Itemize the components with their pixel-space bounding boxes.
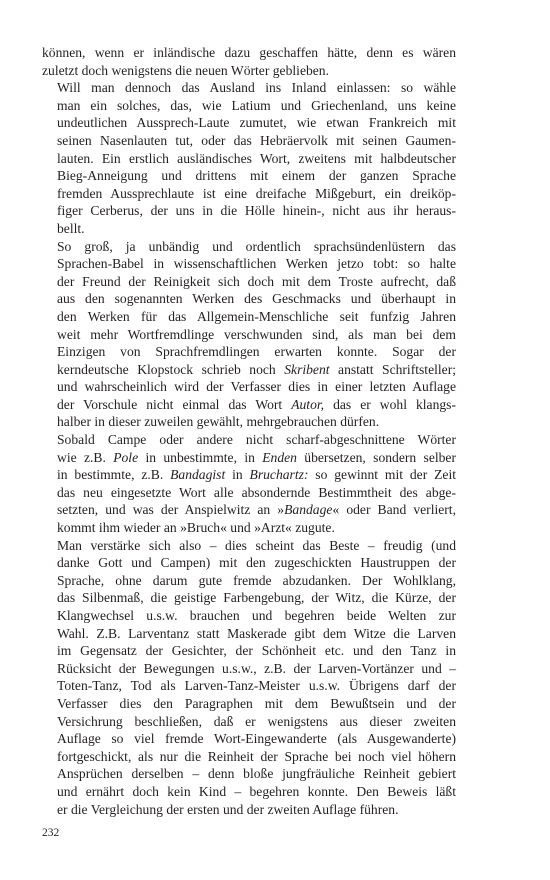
emphasis: Pole [113, 449, 139, 465]
text-line: aus den sogenannten Werken des Geschmacks und überhaupt in [57, 291, 456, 307]
text-line: er die Vergleichung der ersten und der zweiten Auflage führen. [57, 801, 399, 817]
text-line: kommt ihm wieder an »Bruch« und »Arzt« zugute. [57, 520, 335, 536]
text-line: und ernährt doch kein Kind – begehren konnte. Den Beweis läßt [57, 783, 456, 799]
text-line: wie z.B. Pole in unbestimmte, in Enden übersetzen, sondern selber [57, 449, 456, 465]
paragraph [42, 44, 456, 79]
emphasis: Bruchartz: [249, 467, 309, 483]
paragraph [42, 537, 456, 819]
emphasis: Skribent [284, 361, 330, 377]
text-line: fortgeschickt, als nur die Reinheit der Sprache bei noch viel höhern [57, 748, 456, 764]
text-line: undeutlichen Aussprech-Laute zumutet, wie etwan Frankreich mit [57, 115, 456, 131]
emphasis: Bandagist [170, 467, 226, 483]
page-number: 232 [42, 827, 60, 839]
text-line: Man verstärke sich also – dies scheint das Beste – freudig (und [57, 537, 456, 553]
text-line: und wahrscheinlich wird der Verfasser dies in einer letzten Auflage [57, 379, 456, 395]
text-line: danke Gott und Campen) mit den zugeschickten Haustruppen der [57, 555, 456, 571]
text-line: halber in dieser zuweilen gewählt, mehrgebrauchen dürfen. [57, 414, 380, 430]
text-line: Versichrung beschließen, daß er wenigstens aus dieser zweiten [57, 713, 456, 729]
text-line: seinen Nasenlauten tut, oder das Hebräervolk mit seinen Gaumen- [57, 132, 456, 148]
text-line: Sobald Campe oder andere nicht scharf-abgeschnittene Wörter [57, 432, 456, 448]
text-line: Toten-Tanz, Tod als Larven-Tanz-Meister u.s.w. Übrigens darf der [57, 678, 456, 694]
text-line: können, wenn er inländische dazu geschaffen hätte, denn es wären [42, 45, 456, 60]
text-line: kerndeutsche Klopstock schrieb noch Skribent anstatt Schriftsteller; [57, 361, 456, 377]
paragraph [42, 79, 456, 237]
text-line: zuletzt doch wenigstens die neuen Wörter geblieben. [42, 62, 330, 78]
text-line: Auflage so viel fremde Wort-Eingewanderte (als Ausgewanderte) [57, 731, 456, 747]
emphasis: Enden [262, 449, 297, 465]
text-line: Rücksicht der Bewegungen u.s.w., z.B. der Larven-Vortänzer und – [57, 660, 456, 676]
text-line: Klangwechsel u.s.w. brauchen und begehren beide Welten zur [57, 608, 456, 623]
text-line: der Vorschule nicht einmal das Wort Autor, das er wohl klangs- [57, 396, 456, 412]
text-line: den Werken für das Allgemein-Menschliche seit funfzig Jahren [57, 308, 456, 324]
text-line: fremden Aussprechlaute ist eine dreifache Mißgeburt, ein dreiköp- [57, 185, 456, 201]
text-line: Will man dennoch das Ausland ins Inland einlassen: so wähle [57, 80, 456, 96]
text-line: figer Cerberus, der uns in die Hölle hinein-, nicht aus ihr heraus- [57, 203, 456, 219]
text-line: bellt. [57, 220, 85, 236]
text-line: Bieg-Anneigung und drittens mit einem der ganzen Sprache [57, 168, 456, 184]
text-line: das neu eingesetzte Wort alle absondernde Bestimmtheit des abge- [57, 484, 456, 500]
text-line: Ansprüchen derselben – denn bloße jungfräuliche Reinheit gebiert [57, 766, 456, 782]
text-line: das Silbenmaß, die geistige Farbengebung, der Witz, die Kürze, der [57, 590, 456, 606]
text-line: Wahl. Z.B. Larventanz statt Maskerade gibt dem Witze die Larven [57, 625, 456, 641]
emphasis: Autor, [291, 396, 325, 412]
text-line: im Gegensatz der Gesichter, der Schönheit etc. und den Tanz in [57, 643, 456, 659]
text-line: weit mehr Wortfremdlinge verschwunden sind, als man bei dem [57, 326, 456, 342]
text-line: in bestimmte, z.B. Bandagist in Bruchartz: so gewinnt mit der Zeit [57, 467, 456, 483]
body-text [42, 44, 456, 818]
text-line: lauten. Ein erstlich ausländisches Wort, zweitens mit halbdeutscher [57, 150, 456, 166]
emphasis: Bandage [284, 502, 333, 518]
text-line: der Freund der Reinigkeit sich doch mit dem Troste aufrecht, daß [57, 273, 456, 289]
text-line: Einzigen von Sprachfremdlingen erwarten konnte. Sogar der [57, 344, 456, 360]
text-line: man ein solches, das, wie Latium und Griechenland, uns keine [57, 97, 456, 113]
text-line: setzten, und was der Anspielwitz an »Bandage« oder Band verliert, [57, 502, 456, 518]
text-line: Sprachen-Babel in wissenschaftlichen Werken jetzo tobt: so halte [57, 256, 456, 272]
text-line: Verfasser dies den Paragraphen mit dem Bewußtsein und der [57, 695, 456, 711]
text-line: Sprache, ohne darum gute fremde abzudanken. Der Wohlklang, [57, 572, 456, 588]
text-line: So groß, ja unbändig und ordentlich sprachsündenlüstern das [57, 238, 456, 254]
paragraph [42, 238, 456, 432]
paragraph [42, 431, 456, 537]
